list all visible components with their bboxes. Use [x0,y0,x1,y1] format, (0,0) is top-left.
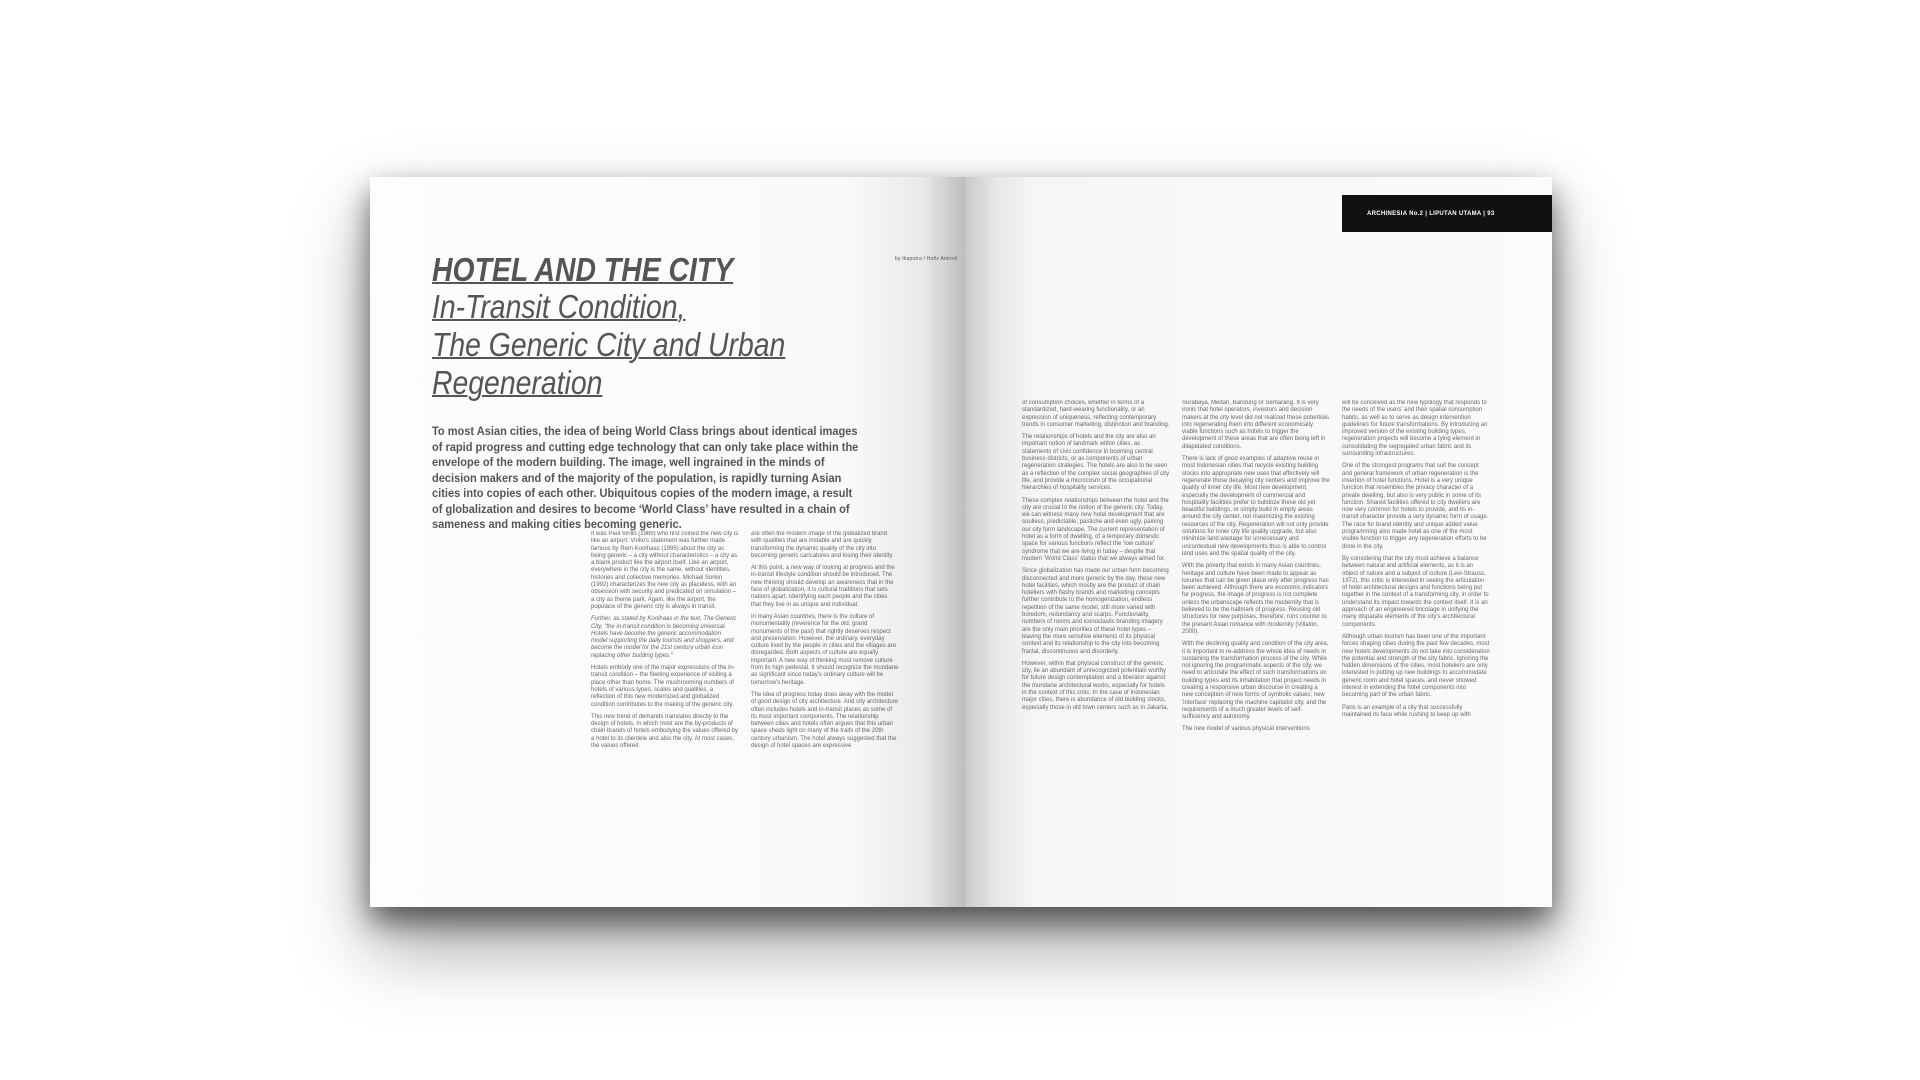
paragraph: Surabaya, Medan, Bandung or Semarang. It is very ironic that hotel operators, investors and decision makers at the city level did not realized these potentials into regenerating them into different economically viable functions such as hotels to trigger the development of these areas that are often being left in dilapidated conditions. [1182,400,1330,450]
paragraph: By considering that the city must achieve a balance between natural and artificial elements, as it is an object of nature and a subject of culture (Levi-Strauss, 1972), this critic is interested in seeing the articulation of hotel architectural designs and functions being put together in the context of a transforming city, in order to understand its impact towards the context itself. It is an approach of an engineered bricolage in unifying the many disparate elements of the city's architectural components. [1342,555,1489,628]
paragraph: Paris is an example of a city that successfully maintained its face while rushing to keep up with [1342,704,1471,718]
paragraph: Hotels embody one of the major expressions of the in-transit condition – the fleeting experience of visiting a place other than home. The mushrooming numbers of hotels of various types, scales and qualities, a reflection of this new modernized and globalized condition contributes to the making of the generic city. [591,665,735,708]
paragraph: Since globalization has made our urban form becoming disconnected and more generic by the day, these new hotel facilities, which mostly are the product of chain hoteliers with flashy brands and marketing concepts further contribute to the homogenization, endless repetition of the same model, still more varied with boredom, redundancy and scarps. Functionality, numbers of rooms and iconoclastic branding imagery are the only main priorities of these hotel types – leaving the more sensitive elements of its physical context and its relationship to the city into becoming fractal, discontinuous and disorderly. [1022,568,1169,655]
paragraph: The idea of progress today does away with the model of good design of city architecture. And city architecture often includes hotels and in-transit places as some of its most important components. The relationship between cities and hotels often argues that this urban space sheds light on many of the traits of the 20th century urbanism. The hotel always suggested that the design of hotel spaces are expressive [751,691,899,750]
paragraph: The new model of various physical interventions [1182,726,1310,733]
paragraph: One of the strongest programs that suit the concept and general framework of urban regeneration is the insertion of hotel functions. Hotel is a very unique function that resembles the privacy character of a private dwelling, but also is very public in some of its function. Shared facilities offered to city dwellers are now very common for hotels to provide, and its in-transit character provide a very dynamic form of usage. The race for brand identity and unique added value programming also made hotel as one of the most visible function to trigger any regeneration efforts to be done in the city. [1342,463,1489,550]
left-column-2 [751,531,899,833]
left-column-1 [591,531,739,833]
paragraph: With the poverty that exists in many Asian countries, heritage and culture have been made to appear as luxuries that can be given place only after progress has been achieved. Although there are economic indicators for progress, the image of progress is not complete unless the urbanscape reflects the modernity that is believed to be the hallmark of progress. Reusing old structures for new purposes, therefore, runs counter to the present Asian romance with modernity (Villalón, 2000). [1182,563,1329,635]
paragraph: Further, as stated by Koolhaas in the text, The Generic City, "the in-transit condition is becoming universal. Hotels have become the generic accommodation model supporting the daily tourists and shoppers, and become the model for the 21st century urban icon replacing other building types." [591,616,737,659]
article-lead: To most Asian cities, the idea of being World Class brings about identical images of rapid progress and cutting edge technology that can only take place within the envelope of the modern building. The image, well ingrained in the minds of decision makers and of the majority of the population, is rapidly turning Asian cities into copies of each other. Ubiquitous copies of the modern image, a result of globalization and desires to become ‘World Class’ have resulted in a chain of sameness and making cities becoming generic. [432,424,859,531]
paragraph: are often the modern image of the globalized brand with qualities that are instable and are quickly transforming the dynamic quality of the city into becoming generic caricatures and losing their identity. [751,531,894,559]
article-subtitle-line-1: In-Transit Condition, [432,288,686,325]
paragraph: This new trend of demands translates directly to the design of hotels, in which most are the by-products of chain brands of hotels embodying the values offered by a hotel to its clientele and also the city. At most cases, the values offered [591,713,738,750]
paragraph: It was Paul Virilio (1989) who first coined the new city is like an airport. Virilio's statement was further made famous by Rem Koolhaas (1995) about the city as being generic – a city without characteristics – a city as a blank product like the airport itself. Like an airport, everywhere in the city is the same, without identities, histories and collective memories. Michael Sorkin (1992) characterizes the new city as placeless, with an obsession with security and predicated on simulation – a city as theme park. Again, like the airport, the populace of the generic city is always in transit. [591,531,739,610]
article-title: HOTEL AND THE CITY [432,251,734,288]
paragraph: At this point, a new way of looking at progress and the in-transit lifestyle condition should be introduced. The new thinking should develop an awareness that in the face of globalization, it is cultural traditions that sets nations apart, identifying each people and the cities that they live in as unique and individual. [751,565,895,608]
paragraph: The relationships of hotels and the city are also an important notion of landmark within cities, as statements of civic confidence in booming central business districts, or as components of urban regeneration strategies. The hotels are also to be seen as a reflection of the complex social geographies of city life, and provide a microcosm of the occupational hierarchies of hospitality services. [1022,434,1170,492]
paragraph: These complex relationships between the hotel and the city are crucial to the notion of the generic city. Today, we can witness many new hotel development that are soulless, predictable, pastiche and even ugly, paining our city form landscape. The current representation of hotel as a form of dwelling, of a temporary domestic space for various functions reflect the 'low culture' syndrome that we are living in today – despite that modern 'World Class' status that we always aimed for. [1022,497,1169,562]
paragraph: Although urban tourism has been one of the important forces shaping cities during the past few decades, most new hotels developments do not take into consideration the potential and strength of the city fabric. Ignoring the hidden dimensions of the cities, most hoteliers are only interested in putting up new buildings to accommodate generic room and hotel spaces, and never showed interest in extending the hotel components into becoming part of the urban fabric. [1342,633,1490,699]
article-subtitle-line-2: The Generic City and Urban [432,326,786,363]
article-subtitle-line-3: Regeneration [432,364,603,401]
page-header-bar [1342,195,1552,232]
paragraph: In many Asian countries, there is the culture of monumentality (reverence for the old, grand monuments of the past) that rightly deserves respect and preservation. However, the ordinary, everyday culture lived by the people in cities and the villages are disregarded. Both aspects of culture are equally important. A new way of thinking must remove culture from its high pedestal. It should recognize the mundane as significant since today's ordinary culture will be tomorrow's heritage. [751,613,899,686]
paragraph: will be conceived as the new typology that responds to the needs of the users' and their spatial consumption habits, as well as to serve as design intervention guidelines for future transformations. By introducing an improved version of the existing building types, regeneration projects will become a tying element in consolidating the segregated urban fabric and its surrounding infrastructures. [1342,400,1488,458]
paragraph: There is lack of good examples of adaptive reuse in most Indonesian cities that recycle existing building stocks into appropriate new uses that effectively will regenerate those decaying city centers and improve the quality of inner city life. Most new development, especially the development of commercial and hospitality facilities prefer to bulldoze these old yet beautiful buildings, or simply build in empty areas around the city center, not maximizing the existing resources of the city. Regeneration will not only provide solutions for inner city life quality upgrade, but also minimize land wastage for unnecessary and uncontextual new developments thus is able to control land uses and the spatial quality of the city. [1182,456,1330,557]
paragraph: However, within that physical construct of the generic city, lie an abundant of unrecognized potentials worthy for future design contemplation and a liberator against the mundane architectural works, especially for hotels in the context of this critic. In the case of Indonesian major cities, there is abundance of old building stocks, especially those in old town centers such as in Jakarta, [1022,660,1169,711]
article-title-block [432,252,852,402]
right-column-3 [1342,400,1490,833]
page-header-label: ARCHINESIA No.2 | LIPUTAN UTAMA | 93 [1367,210,1495,217]
byline: by Ikaputra / Hafiz Amirrol [895,256,958,262]
right-column-1 [1022,400,1170,833]
right-column-2 [1182,400,1330,833]
paragraph: With the declining quality and condition of the city area, it is important to re-address the whole idea of needs in sustaining the transformation process of the city. While not ignoring the programmatic aspects of the city, we need to articulate the effect of such transformations on building types and its inhabitation that project needs in creating a responsive urban discourse in creating a new conception of new forms of symbolic values; new 'interface' replacing the machine capitalist city, and the requirements of a much greater levels of self-sufficiency and autonomy. [1182,641,1329,721]
paragraph: of consumption choices, whether in terms of a standardized, hard-wearing functionality, or an expression of uniqueness, reflecting contemporary trends in consumer marketing, distinction and branding. [1022,400,1170,428]
